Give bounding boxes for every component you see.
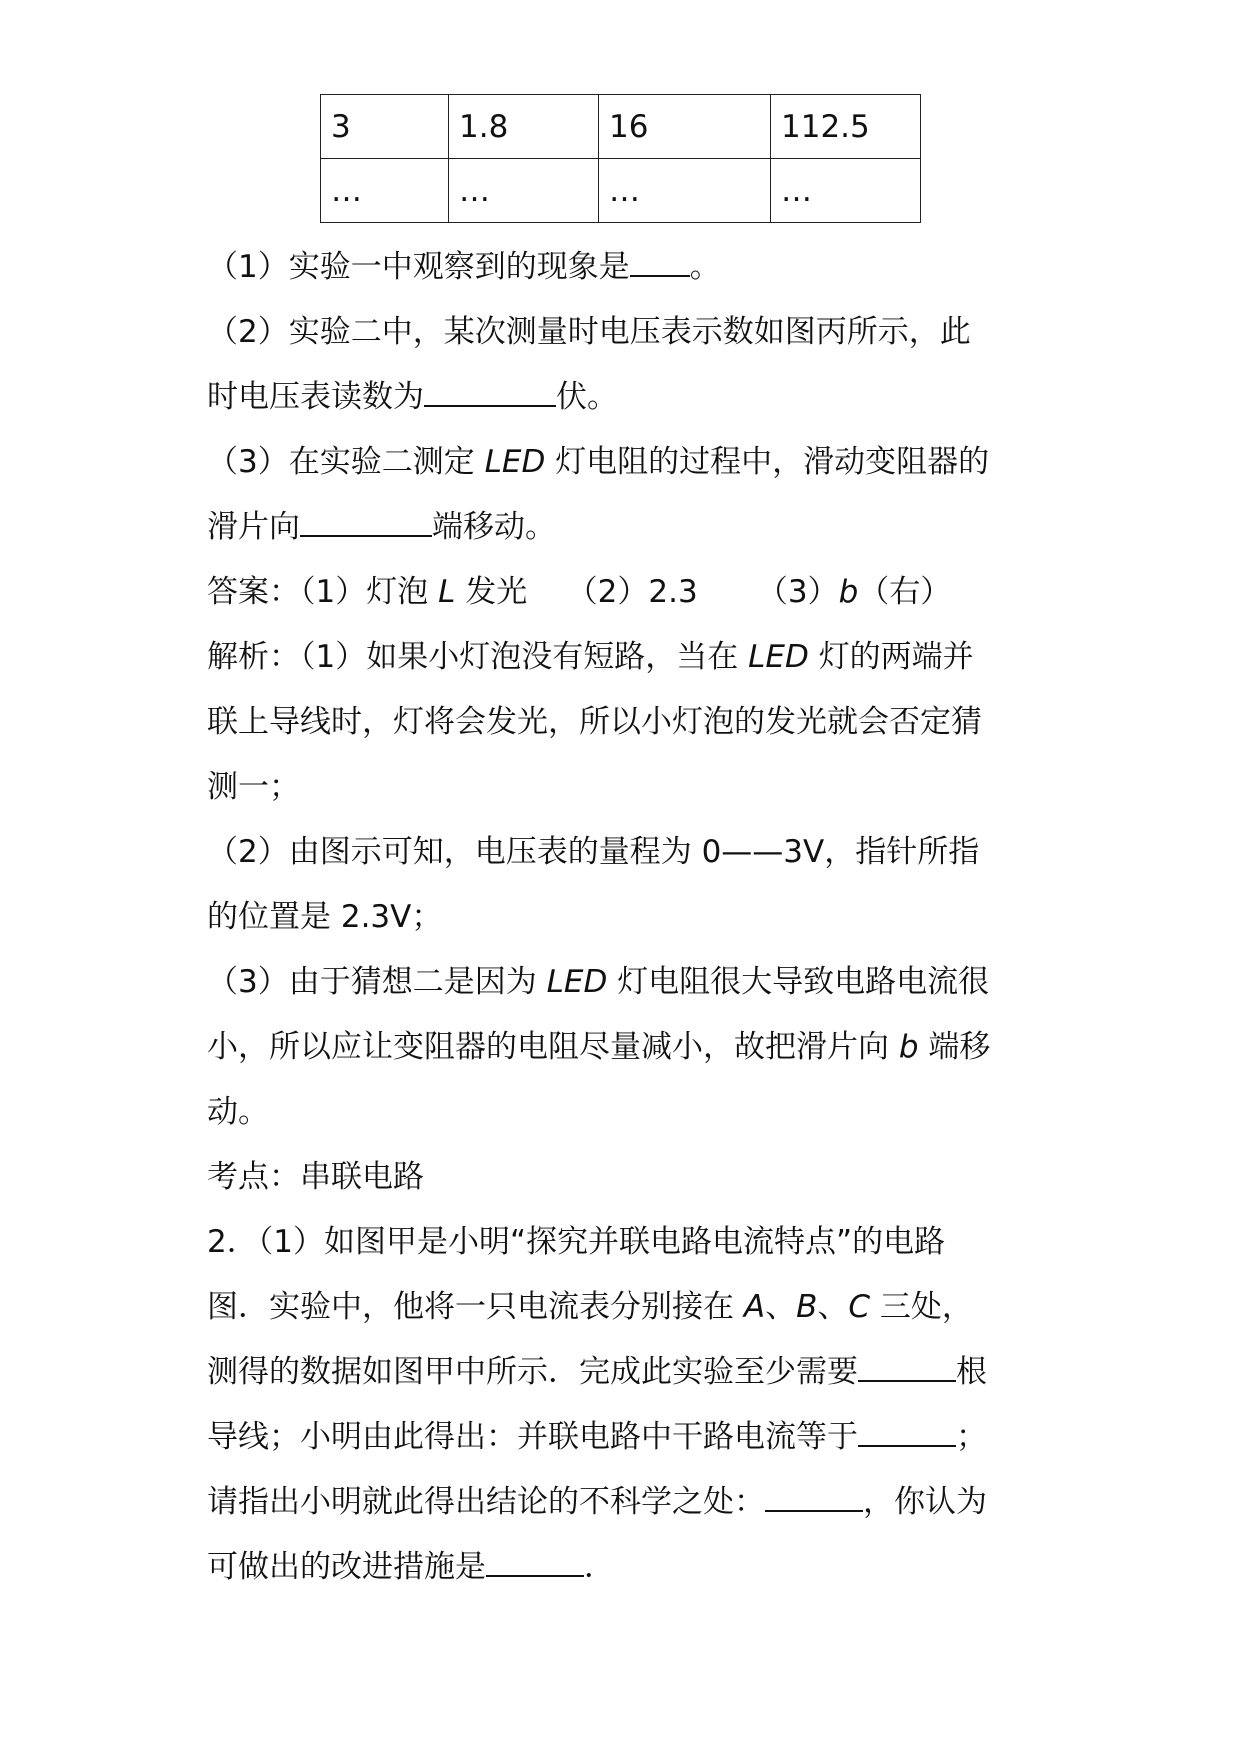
variable-c: C — [848, 1289, 871, 1325]
answer-number: （2） — [566, 574, 649, 610]
question-text: 导线；小明由此得出：并联电路中干路电流等于 — [207, 1419, 858, 1455]
analysis-line-5 — [207, 885, 1057, 950]
question-number: （3） — [207, 444, 289, 480]
body-text — [207, 235, 1057, 1600]
variable-led: LED — [748, 639, 809, 675]
question-text: 可做出的改进措施是 — [207, 1549, 486, 1585]
question-text: 请指出小明就此得出结论的不科学之处： — [207, 1484, 765, 1520]
analysis-text: 联上导线时，灯将会发光，所以小灯泡的发光就会否定猜 — [207, 704, 982, 740]
answer-number: （1） — [300, 574, 367, 610]
table-cell: … — [321, 159, 449, 223]
question-text: 。 — [689, 249, 721, 285]
answer-blank — [486, 1541, 584, 1577]
q2-line-1 — [207, 1210, 1057, 1275]
question-text: 三处， — [879, 1289, 973, 1325]
analysis-text: 端移 — [928, 1029, 991, 1065]
question-text: 如图甲是小明“探究并联电路电流特点”的电路 — [323, 1224, 946, 1260]
variable-l: L — [438, 574, 456, 610]
kaodian-label: 考点： — [207, 1159, 300, 1195]
question-text: 图．实验中，他将一只电流表分别接在 — [207, 1289, 734, 1325]
table-cell: 16 — [599, 95, 771, 159]
question-text: ． — [584, 1549, 615, 1585]
analysis-label: 解析： — [207, 639, 300, 675]
analysis-line-7 — [207, 1015, 1057, 1080]
analysis-text: 如果小灯泡没有短路，当在 — [366, 639, 739, 675]
question-text: 灯电阻的过程中，滑动变阻器的 — [555, 444, 990, 480]
table-cell: 112.5 — [771, 95, 921, 159]
table-cell: … — [599, 159, 771, 223]
question-number: 2．（1） — [207, 1224, 324, 1260]
answer-value: 2.3 — [648, 574, 698, 610]
question-1-line — [207, 235, 1057, 300]
variable-b: B — [796, 1289, 818, 1325]
answer-text: （右） — [858, 574, 952, 610]
question-2-line-1 — [207, 300, 1057, 365]
q2-line-4 — [207, 1405, 1057, 1470]
q2-line-2 — [207, 1275, 1057, 1340]
analysis-text: 由图示可知，电压表的量程为 0——3V，指针所指 — [288, 834, 980, 870]
question-text: 根 — [956, 1354, 987, 1390]
analysis-number: （1） — [300, 639, 367, 675]
question-text: 在实验二测定 — [288, 444, 475, 480]
analysis-text: 灯的两端并 — [818, 639, 974, 675]
data-table — [320, 94, 921, 223]
analysis-line-8 — [207, 1080, 1057, 1145]
question-text: 滑片向 — [207, 509, 300, 545]
question-text: 伏。 — [556, 379, 618, 415]
variable-led: LED — [546, 964, 608, 1000]
answer-line — [207, 560, 1057, 625]
answer-blank — [630, 241, 690, 277]
analysis-line-6 — [207, 950, 1057, 1015]
question-text: 时电压表读数为 — [207, 379, 424, 415]
answer-number: （3） — [756, 574, 839, 610]
table-cell: … — [771, 159, 921, 223]
analysis-number: （3） — [207, 964, 289, 1000]
question-text: ，你认为 — [863, 1484, 987, 1520]
q2-line-6 — [207, 1535, 1057, 1600]
question-text: 测得的数据如图甲中所示．完成此实验至少需要 — [207, 1354, 858, 1390]
answer-text: 灯泡 — [366, 574, 429, 610]
answer-blank — [765, 1476, 863, 1512]
answer-blank — [858, 1411, 956, 1447]
answer-text: 发光 — [465, 574, 528, 610]
analysis-text: 测一； — [207, 769, 300, 805]
analysis-text: 的位置是 2.3V； — [207, 899, 443, 935]
question-text: ； — [956, 1419, 987, 1455]
variable-a: A — [743, 1289, 766, 1325]
question-text: 端移动。 — [432, 509, 556, 545]
analysis-text: 小，所以应让变阻器的电阻尽量减小，故把滑片向 — [207, 1029, 889, 1065]
variable-b: b — [838, 574, 859, 610]
answer-label: 答案： — [207, 574, 300, 610]
table-cell: 3 — [321, 95, 449, 159]
question-2-line-2 — [207, 365, 1057, 430]
answer-blank — [300, 501, 432, 537]
answer-blank — [858, 1346, 956, 1382]
table-row — [321, 95, 921, 159]
table-cell: 1.8 — [449, 95, 599, 159]
analysis-number: （2） — [207, 834, 289, 870]
analysis-line-3 — [207, 755, 1057, 820]
table-cell: … — [449, 159, 599, 223]
separator: 、 — [817, 1289, 849, 1325]
analysis-text: 动。 — [207, 1094, 269, 1130]
analysis-line-2 — [207, 690, 1057, 755]
variable-b: b — [898, 1029, 919, 1065]
analysis-text: 由于猜想二是因为 — [288, 964, 537, 1000]
answer-blank — [424, 371, 556, 407]
question-3-line-2 — [207, 495, 1057, 560]
q2-line-3 — [207, 1340, 1057, 1405]
question-text: 实验二中，某次测量时电压表示数如图丙所示，此 — [288, 314, 971, 350]
question-number: （1） — [207, 249, 289, 285]
kaodian-line — [207, 1145, 1057, 1210]
question-3-line-1 — [207, 430, 1057, 495]
analysis-line-1 — [207, 625, 1057, 690]
table-row — [321, 159, 921, 223]
question-number: （2） — [207, 314, 289, 350]
kaodian-value: 串联电路 — [300, 1159, 424, 1195]
variable-led: LED — [484, 444, 546, 480]
separator: 、 — [765, 1289, 797, 1325]
analysis-line-4 — [207, 820, 1057, 885]
analysis-text: 灯电阻很大导致电路电流很 — [617, 964, 990, 1000]
q2-line-5 — [207, 1470, 1057, 1535]
question-text: 实验一中观察到的现象是 — [288, 249, 630, 285]
